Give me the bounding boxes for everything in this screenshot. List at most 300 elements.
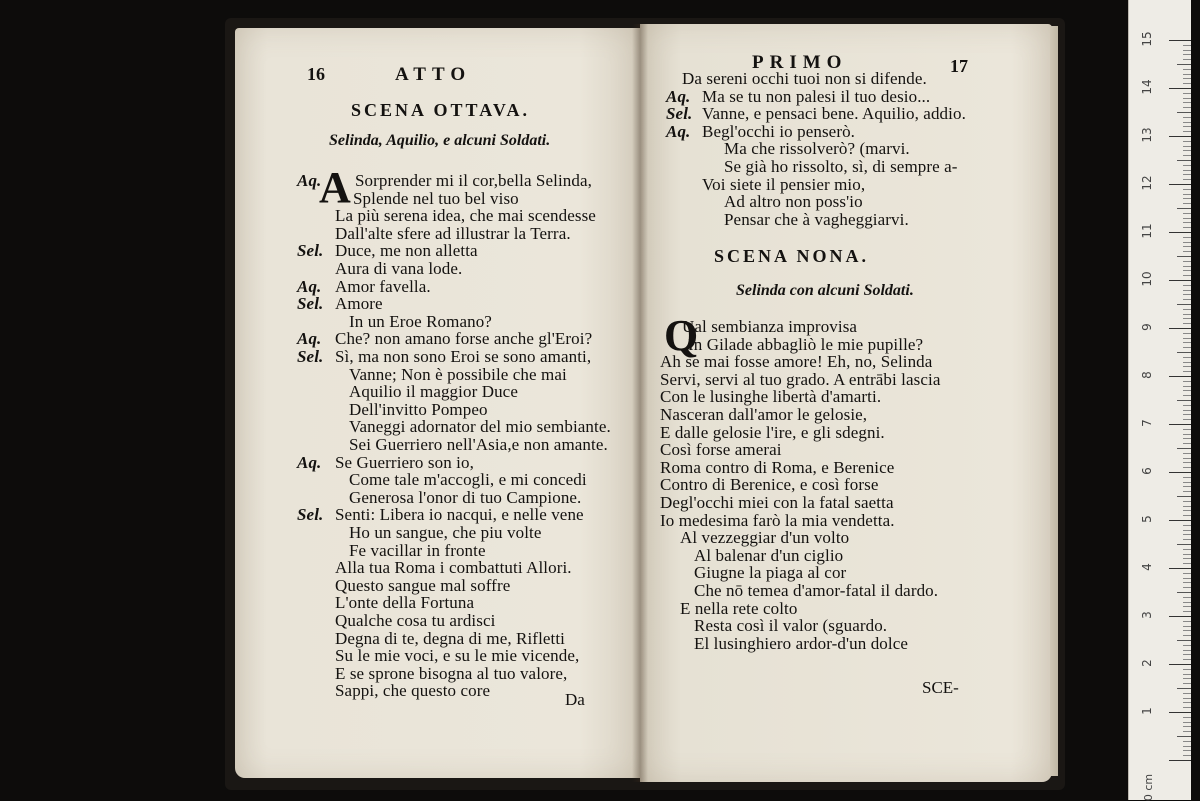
- ruler-number: 2: [1140, 659, 1154, 667]
- ruler-tick: [1177, 592, 1191, 593]
- ruler-tick: [1183, 246, 1191, 247]
- ruler-tick: [1169, 376, 1191, 377]
- ruler-tick: [1183, 366, 1191, 367]
- ruler-tick: [1183, 429, 1191, 430]
- ruler-tick: [1183, 434, 1191, 435]
- ruler-number: 11: [1140, 223, 1154, 239]
- verse-line: [349, 366, 567, 384]
- ruler-tick: [1183, 549, 1191, 550]
- ruler-tick: [1177, 736, 1191, 737]
- ruler-tick: [1183, 270, 1191, 271]
- ruler-tick: [1183, 342, 1191, 343]
- ruler-tick: [1177, 208, 1191, 209]
- ruler-tick: [1183, 155, 1191, 156]
- verse-text: Al vezzeggiar d'un volto: [680, 528, 850, 548]
- ruler-tick: [1177, 112, 1191, 113]
- measurement-ruler: [1128, 0, 1191, 800]
- ruler-tick: [1183, 189, 1191, 190]
- verse-text: E dalle gelosie l'ire, e gli sdegni.: [660, 422, 885, 442]
- verse-text: Servi, servi al tuo grado. A entrābi lascia: [660, 369, 941, 389]
- page-edges: [1050, 26, 1058, 776]
- ruler-tick: [1183, 453, 1191, 454]
- verse-text: Begl'occhi io penserò.: [702, 121, 856, 141]
- verse-text: Se già ho rissolto, sì, di sempre a-: [724, 157, 958, 176]
- ruler-unit: 0 cm: [1142, 773, 1156, 801]
- ruler-tick: [1169, 232, 1191, 233]
- verse-line: [660, 512, 895, 530]
- ruler-tick: [1183, 654, 1191, 655]
- ruler-tick: [1183, 126, 1191, 127]
- verse-text: Aura di vana lode.: [335, 259, 463, 278]
- ruler-tick: [1183, 69, 1191, 70]
- ruler-tick: [1183, 606, 1191, 607]
- verse-line: [335, 612, 495, 630]
- ruler-number: 3: [1140, 611, 1154, 619]
- ruler-tick: [1183, 515, 1191, 516]
- ruler-tick: [1183, 443, 1191, 444]
- ruler-tick: [1183, 462, 1191, 463]
- verse-line: [349, 313, 492, 331]
- verse-text: Dell'invitto Pompeo: [349, 399, 488, 419]
- ruler-tick: [1169, 424, 1191, 425]
- verse-line: [297, 330, 592, 348]
- verse-text: Degna di te, degna di me, Rifletti: [335, 628, 566, 648]
- verse-line: [660, 494, 894, 512]
- verse-text: Come tale m'accogli, e mi concedi: [349, 470, 587, 490]
- ruler-tick: [1183, 333, 1191, 334]
- verse-line: [297, 454, 474, 472]
- verse-text: Amor favella.: [335, 276, 431, 296]
- verse-line: [682, 70, 927, 88]
- verse-text: Vanne; Non è possibile che mai: [349, 364, 567, 384]
- verse-line: [335, 682, 490, 700]
- verse-text: Che nō temea d'amor-fatal il dardo.: [694, 581, 939, 600]
- verse-text: La più serena idea, che mai scendesse: [335, 206, 596, 226]
- ruler-tick: [1183, 294, 1191, 295]
- ruler-tick: [1177, 544, 1191, 545]
- verse-line: [694, 617, 887, 635]
- ruler-tick: [1183, 237, 1191, 238]
- verse-line: [335, 665, 567, 683]
- ruler-tick: [1183, 597, 1191, 598]
- ruler-tick: [1183, 405, 1191, 406]
- verse-text: Giugne la piaga al cor: [694, 563, 847, 583]
- ruler-tick: [1183, 558, 1191, 559]
- verse-line: [349, 524, 542, 542]
- ruler-number: 7: [1140, 419, 1154, 427]
- speaker-label: Sel.: [666, 104, 693, 124]
- ruler-tick: [1183, 659, 1191, 660]
- verse-line: [682, 318, 857, 336]
- catchword-right: SCE-: [922, 678, 959, 697]
- ruler-tick: [1183, 554, 1191, 555]
- verse-text: Con le lusinghe libertà d'amarti.: [660, 387, 882, 407]
- ruler-number: 13: [1140, 127, 1154, 143]
- ruler-tick: [1183, 539, 1191, 540]
- ruler-tick: [1183, 467, 1191, 468]
- ruler-tick: [1183, 146, 1191, 147]
- ruler-tick: [1183, 645, 1191, 646]
- verse-text: El lusinghiero ardor-d'un dolce: [694, 633, 909, 653]
- verse-text: Contro di Berenice, e così forse: [660, 475, 879, 495]
- verse-text: Se Guerriero son io,: [335, 452, 474, 472]
- ruler-tick: [1183, 299, 1191, 300]
- ruler-tick: [1183, 362, 1191, 363]
- verse-line: [666, 105, 966, 123]
- ruler-tick: [1183, 750, 1191, 751]
- ruler-tick: [1183, 410, 1191, 411]
- ruler-tick: [1169, 568, 1191, 569]
- verse-text: Duce, me non alletta: [335, 241, 478, 261]
- verse-line: [660, 441, 782, 459]
- verse-line: [335, 559, 572, 577]
- ruler-tick: [1177, 640, 1191, 641]
- drop-cap-left: A: [319, 163, 351, 212]
- ruler-tick: [1183, 419, 1191, 420]
- verse-text: Ual sembianza improvisa: [682, 317, 858, 336]
- verse-line: [353, 190, 519, 208]
- drop-cap-right: Q: [664, 311, 699, 360]
- verse-line: [694, 582, 938, 600]
- ruler-tick: [1183, 338, 1191, 339]
- verse-text: Vaneggi adornator del mio sembiante.: [349, 417, 611, 437]
- verse-text: Generosa l'onor di tuo Campione.: [349, 487, 582, 507]
- verse-line: [335, 647, 579, 665]
- verse-line: [335, 260, 462, 278]
- verse-line: [297, 172, 592, 190]
- ruler-tick: [1183, 165, 1191, 166]
- speaker-label: Aq.: [297, 452, 322, 472]
- ruler-tick: [1183, 122, 1191, 123]
- ruler-tick: [1183, 707, 1191, 708]
- verse-text: Alla tua Roma i combattuti Allori.: [335, 558, 572, 578]
- ruler-tick: [1177, 256, 1191, 257]
- verse-line: [335, 225, 571, 243]
- ruler-tick: [1183, 611, 1191, 612]
- ruler-tick: [1183, 501, 1191, 502]
- verse-text: Al balenar d'un ciglio: [694, 545, 844, 565]
- ruler-tick: [1183, 50, 1191, 51]
- verse-line: [335, 594, 474, 612]
- ruler-tick: [1183, 525, 1191, 526]
- verse-line: [335, 630, 565, 648]
- cast-list-right: Selinda con alcuni Soldati.: [736, 282, 914, 299]
- page-number-left: 16: [307, 64, 325, 84]
- verse-text: Amore: [335, 294, 383, 314]
- verse-line: [349, 418, 611, 436]
- verse-line: [724, 158, 958, 176]
- verse-line: [694, 635, 908, 653]
- verse-text: L'onte della Fortuna: [335, 593, 475, 613]
- ruler-tick: [1183, 170, 1191, 171]
- ruler-number: 10: [1140, 271, 1154, 287]
- speaker-label: Sel.: [297, 347, 324, 366]
- verse-text: Pensar che à vagheggiarvi.: [724, 209, 909, 229]
- ruler-tick: [1183, 141, 1191, 142]
- verse-line: [349, 489, 581, 507]
- ruler-tick: [1183, 213, 1191, 214]
- speaker-label: Sel.: [297, 294, 324, 314]
- right-page: [640, 24, 1052, 782]
- verse-text: In un Eroe Romano?: [349, 311, 492, 331]
- ruler-tick: [1183, 717, 1191, 718]
- ruler-tick: [1183, 578, 1191, 579]
- ruler-tick: [1183, 83, 1191, 84]
- ruler-tick: [1183, 395, 1191, 396]
- ruler-tick: [1183, 371, 1191, 372]
- ruler-tick: [1183, 179, 1191, 180]
- verse-text: Resta così il valor (sguardo.: [694, 616, 888, 636]
- ruler-tick: [1183, 54, 1191, 55]
- ruler-tick: [1183, 150, 1191, 151]
- ruler-number: 12: [1140, 175, 1154, 191]
- ruler-number: 14: [1140, 79, 1154, 95]
- ruler-tick: [1177, 64, 1191, 65]
- ruler-tick: [1183, 93, 1191, 94]
- ruler-tick: [1183, 266, 1191, 267]
- verse-text: Aquilio il maggior Duce: [349, 382, 518, 402]
- ruler-tick: [1183, 347, 1191, 348]
- ruler-tick: [1183, 242, 1191, 243]
- speaker-label: Aq.: [666, 121, 691, 141]
- ruler-tick: [1183, 59, 1191, 60]
- ruler-tick: [1183, 131, 1191, 132]
- ruler-tick: [1177, 688, 1191, 689]
- ruler-tick: [1183, 198, 1191, 199]
- verse-text: Senti: Libera io nacqui, e nelle vene: [335, 505, 584, 525]
- verse-text: Da sereni occhi tuoi non si difende.: [682, 69, 927, 88]
- ruler-tick: [1183, 381, 1191, 382]
- ruler-tick: [1183, 45, 1191, 46]
- verse-line: [349, 436, 608, 454]
- ruler-tick: [1183, 731, 1191, 732]
- scene-title-left: SCENA OTTAVA.: [351, 100, 531, 120]
- ruler-tick: [1183, 630, 1191, 631]
- verse-text: Io medesima farò la mia vendetta.: [660, 510, 895, 530]
- verse-line: [702, 176, 865, 194]
- speaker-label: Aq.: [297, 171, 322, 190]
- verse-line: [660, 459, 894, 477]
- verse-line: [724, 211, 909, 229]
- ruler-tick: [1183, 98, 1191, 99]
- verse-line: [680, 529, 849, 547]
- verse-text: Sappi, che questo core: [335, 681, 491, 701]
- ruler-tick: [1183, 621, 1191, 622]
- ruler-tick: [1183, 414, 1191, 415]
- verse-text: Voi siete il pensier mio,: [702, 174, 866, 194]
- verse-text: Ma se tu non palesi il tuo desio...: [702, 86, 931, 106]
- verse-text: Splende nel tuo bel viso: [353, 188, 519, 208]
- verse-line: [660, 371, 940, 389]
- verse-text: E se sprone bisogna al tuo valore,: [335, 663, 568, 683]
- verse-text: Roma contro di Roma, e Berenice: [660, 457, 895, 477]
- speaker-label: Sel.: [297, 241, 324, 261]
- catchword-left: Da: [565, 690, 585, 709]
- ruler-tick: [1183, 318, 1191, 319]
- ruler-tick: [1183, 486, 1191, 487]
- ruler-tick: [1183, 117, 1191, 118]
- verse-line: [694, 547, 843, 565]
- ruler-tick: [1183, 582, 1191, 583]
- ruler-tick: [1169, 664, 1191, 665]
- ruler-tick: [1183, 218, 1191, 219]
- ruler-number: 9: [1140, 323, 1154, 331]
- ruler-tick: [1183, 323, 1191, 324]
- verse-line: [297, 295, 383, 313]
- verse-text: Dall'alte sfere ad illustrar la Terra.: [335, 223, 571, 243]
- verse-line: [724, 193, 863, 211]
- ruler-tick: [1183, 678, 1191, 679]
- verse-line: [660, 388, 881, 406]
- verse-text: Nasceran dall'amor le gelosie,: [660, 405, 868, 424]
- speaker-label: Aq.: [666, 86, 691, 106]
- verse-line: [666, 88, 930, 106]
- ruler-tick: [1169, 760, 1191, 761]
- ruler-tick: [1177, 448, 1191, 449]
- ruler-tick: [1183, 251, 1191, 252]
- verse-line: [688, 336, 923, 354]
- ruler-tick: [1169, 520, 1191, 521]
- verse-text: Su le mie voci, e su le mie vicende,: [335, 646, 580, 666]
- ruler-tick: [1183, 390, 1191, 391]
- ruler-tick: [1183, 227, 1191, 228]
- ruler-tick: [1177, 352, 1191, 353]
- verse-text: Che? non amano forse anche gl'Eroi?: [335, 329, 593, 349]
- ruler-tick: [1183, 357, 1191, 358]
- verse-text: Qualche cosa tu ardisci: [335, 611, 496, 630]
- ruler-tick: [1183, 194, 1191, 195]
- ruler-tick: [1183, 573, 1191, 574]
- verse-line: [297, 242, 478, 260]
- verse-line: [335, 577, 510, 595]
- ruler-tick: [1183, 74, 1191, 75]
- running-head-right: PRIMO: [752, 52, 848, 73]
- verse-line: [297, 348, 591, 366]
- verse-text: Ad altro non poss'io: [724, 192, 863, 212]
- verse-line: [349, 471, 587, 489]
- verse-line: [660, 424, 885, 442]
- ruler-tick: [1183, 261, 1191, 262]
- ruler-tick: [1183, 693, 1191, 694]
- ruler-tick: [1183, 702, 1191, 703]
- ruler-tick: [1183, 285, 1191, 286]
- verse-line: [660, 406, 867, 424]
- ruler-tick: [1177, 400, 1191, 401]
- ruler-tick: [1183, 726, 1191, 727]
- verse-text: Ho un sangue, che piu volte: [349, 523, 542, 542]
- verse-line: [660, 353, 932, 371]
- ruler-tick: [1183, 510, 1191, 511]
- ruler-tick: [1183, 102, 1191, 103]
- ruler-tick: [1183, 78, 1191, 79]
- ruler-tick: [1183, 563, 1191, 564]
- ruler-tick: [1169, 328, 1191, 329]
- verse-line: [297, 278, 431, 296]
- ruler-tick: [1183, 587, 1191, 588]
- verse-text: Così forse amerai: [660, 440, 782, 460]
- speaker-label: Aq.: [297, 276, 322, 296]
- ruler-tick: [1183, 741, 1191, 742]
- ruler-tick: [1177, 304, 1191, 305]
- ruler-tick: [1183, 386, 1191, 387]
- scene-title-right: SCENA NONA.: [714, 246, 870, 266]
- ruler-tick: [1183, 491, 1191, 492]
- verse-line: [680, 600, 797, 618]
- ruler-number: 8: [1140, 371, 1154, 379]
- verse-text: Sorprender mi il cor,bella Selinda,: [355, 171, 592, 190]
- ruler-tick: [1183, 477, 1191, 478]
- ruler-number: 6: [1140, 467, 1154, 475]
- verse-text: E nella rete colto: [680, 598, 798, 618]
- ruler-tick: [1183, 203, 1191, 204]
- verse-line: [349, 542, 486, 560]
- ruler-number: 4: [1140, 563, 1154, 571]
- ruler-tick: [1169, 40, 1191, 41]
- cast-list-left: Selinda, Aquilio, e alcuni Soldati.: [329, 132, 551, 149]
- verse-text: Ma che rissolverò? (marvi.: [724, 139, 910, 159]
- ruler-tick: [1169, 712, 1191, 713]
- ruler-tick: [1183, 674, 1191, 675]
- ruler-tick: [1183, 698, 1191, 699]
- ruler-tick: [1183, 722, 1191, 723]
- verse-line: [335, 207, 596, 225]
- ruler-number: 15: [1140, 31, 1154, 47]
- verse-line: [297, 506, 584, 524]
- ruler-number: 5: [1140, 515, 1154, 523]
- ruler-tick: [1183, 530, 1191, 531]
- ruler-tick: [1183, 309, 1191, 310]
- ruler-tick: [1183, 438, 1191, 439]
- ruler-tick: [1169, 184, 1191, 185]
- ruler-tick: [1183, 290, 1191, 291]
- verse-line: [694, 564, 846, 582]
- ruler-tick: [1183, 314, 1191, 315]
- verse-text: In Gilade abbagliò le mie pupille?: [688, 334, 924, 354]
- verse-line: [660, 476, 878, 494]
- page-number-right: 17: [950, 56, 968, 76]
- verse-text: Degl'occhi miei con la fatal saetta: [660, 493, 894, 512]
- ruler-tick: [1183, 107, 1191, 108]
- speaker-label: Sel.: [297, 505, 324, 525]
- ruler-tick: [1183, 275, 1191, 276]
- ruler-tick: [1169, 280, 1191, 281]
- ruler-tick: [1169, 472, 1191, 473]
- ruler-tick: [1183, 602, 1191, 603]
- ruler-tick: [1183, 458, 1191, 459]
- ruler-tick: [1183, 669, 1191, 670]
- ruler-tick: [1183, 650, 1191, 651]
- ruler-tick: [1183, 506, 1191, 507]
- ruler-tick: [1183, 635, 1191, 636]
- ruler-tick: [1183, 683, 1191, 684]
- verse-text: Fe vacillar in fronte: [349, 540, 486, 560]
- verse-text: Ah se mai fosse amore! Eh, no, Selinda: [660, 352, 933, 372]
- ruler-tick: [1169, 136, 1191, 137]
- verse-text: Questo sangue mal soffre: [335, 575, 511, 595]
- verse-text: Sei Guerriero nell'Asia,e non amante.: [349, 435, 608, 454]
- verse-line: [349, 383, 518, 401]
- ruler-tick: [1183, 626, 1191, 627]
- ruler-tick: [1169, 88, 1191, 89]
- ruler-tick: [1183, 222, 1191, 223]
- verse-line: [666, 123, 855, 141]
- ruler-tick: [1177, 160, 1191, 161]
- ruler-tick: [1177, 496, 1191, 497]
- ruler-tick: [1183, 174, 1191, 175]
- ruler-tick: [1169, 616, 1191, 617]
- verse-line: [724, 140, 910, 158]
- ruler-tick: [1183, 482, 1191, 483]
